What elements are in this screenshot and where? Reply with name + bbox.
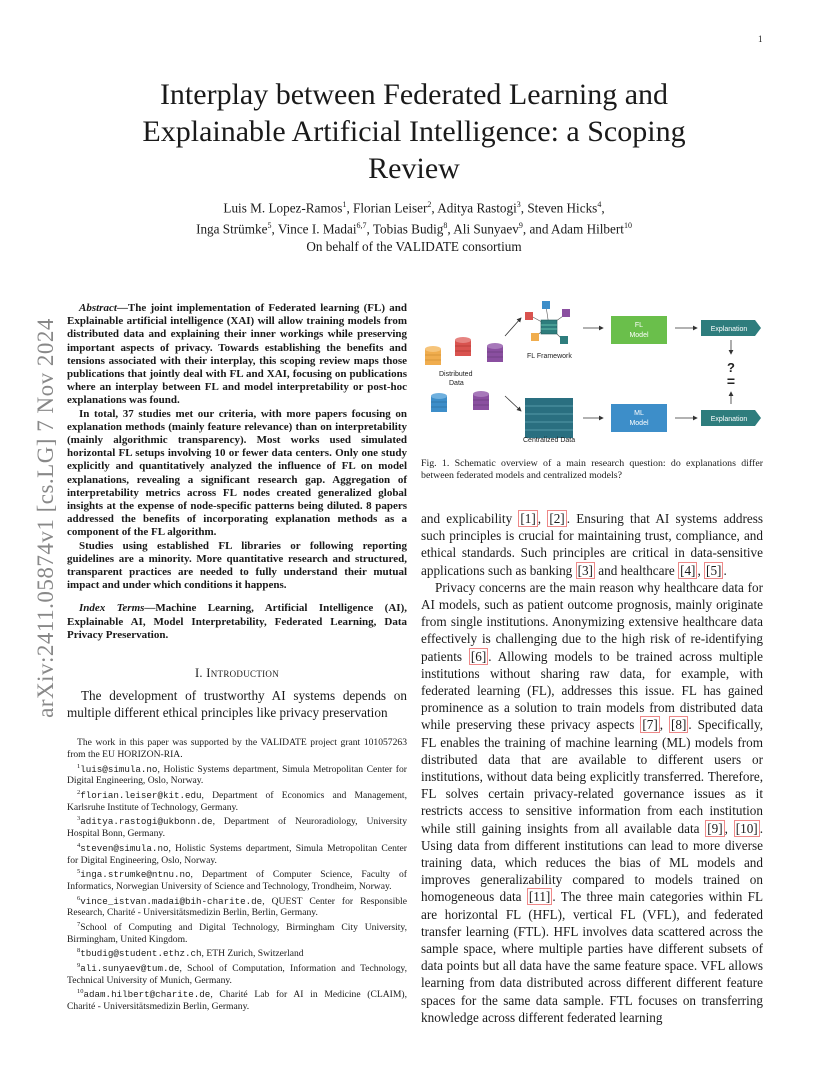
body-paragraph — [421, 579, 763, 1026]
fl-framework-network — [525, 301, 570, 344]
footnote-text: , Department of Computer Science, Faculty of Informatics, Norwegian University of Science and Technology, Trondheim, Norway. — [67, 869, 407, 892]
author-affiliation-mark: 8 — [443, 220, 448, 230]
footnote-text: , Holistic Systems department, Simula Metropolitan Center for Digital Engineering, Oslo, Norway. — [67, 842, 407, 866]
section-heading-introduction — [67, 666, 407, 681]
label-distributed: Distributed — [439, 371, 473, 378]
body-text-run: . Specifically, FL enables the training of machine learning (ML) models from distributed data that are available to different users or institutions, without data being explicitly transferred. Therefore, FL solves certain privacy-related governance issues as it restricts access to sensitive information from each institution while still gaining insights from all available data — [421, 717, 764, 836]
footnote-text: The work in this paper was supported by the VALIDATE project grant 101057263 from the EU HORIZON-RIA. — [67, 737, 407, 761]
citation-link[interactable]: [1] — [520, 511, 536, 526]
author-separator: , — [520, 200, 528, 216]
citation-link[interactable]: [7] — [642, 717, 658, 733]
label-centralized: Centralized Data — [523, 437, 576, 444]
author-separator: , — [431, 200, 438, 216]
abstract-text-1: —The joint implementation of Federated learning (FL) and Explainable artificial intelligence (XAI) will allow training models from distributed data and explaining their inner workings while preserving important aspects of privacy. Towards establishing the benefits and tensions associated with their interplay, this scoping review maps those publications that jointly deal with FL and XAI, focusing on publications where an interplay between FL and model interpretability or post-hoc explanations was found. — [67, 302, 407, 407]
cylinder-orange-1 — [425, 346, 441, 365]
body-paragraph — [421, 510, 763, 579]
footnote-text: , Holistic Systems department, Simula Metropolitan Center for Digital Engineering, Oslo, Norway. — [67, 763, 407, 787]
explanation-box-top — [701, 320, 761, 336]
abstract-paragraph-1 — [67, 302, 407, 408]
footnote — [67, 960, 407, 986]
figure-1-diagram — [421, 296, 763, 446]
footnote — [67, 893, 407, 919]
index-terms — [67, 602, 407, 642]
equals-sign: = — [726, 373, 736, 389]
consortium-line: On behalf of the VALIDATE consortium — [306, 238, 522, 254]
label-fl-framework: FL Framework — [527, 353, 572, 360]
author-separator: , and — [522, 221, 552, 237]
footnote-text: , Department of Economics and Management, Karlsruhe Institute of Technology, Germany. — [67, 790, 407, 813]
body-text-run: . Using data from different institutions can lead to more diverse training data, which reduces the bias of ML models and improves generalizability compared to models trained on homogeneous data — [421, 820, 763, 905]
footnote-mark: 1 — [77, 762, 81, 770]
body-text-run: . Allowing models to be trained across multiple institutions without sharing raw data, for example, with federated learning (FL), addresses this issue. FL has gained prominence as a solution to train models from distributed data while preserving these privacy aspects — [421, 648, 763, 733]
author-name: Luis M. Lopez-Ramos — [223, 200, 343, 216]
footnote — [67, 787, 407, 813]
abstract-paragraph-2: In total, 37 studies met our criteria, with more papers focusing on explanation methods (mainly feature relevance) than on interpretability (mainly algorithmic transparency). Most works used simulated horizontal FL setups involving 10 or fewer data centers. Only one study explicitly and quantitatively analyzed the influence of FL on model explanations, revealing a significant research gap. Aggregation of interpretability metrics across FL nodes created generalized global insights at the expense of node-specific patterns being diluted. 8 papers addressed the benefits of incorporating explanation methods as a component of the FL algorithm. — [67, 407, 407, 539]
footnote — [67, 840, 407, 866]
author-separator: , — [601, 200, 605, 216]
footnote-mark: 7 — [77, 920, 81, 928]
citation-link[interactable]: [10] — [735, 820, 758, 836]
author-name: Steven Hicks — [527, 200, 598, 216]
page-number: 1 — [758, 34, 763, 44]
author-separator: , — [346, 200, 354, 216]
footnote-text: , Department of Neuroradiology, University Hospital Bonn, Germany. — [67, 816, 407, 840]
footnote-mark: 6 — [77, 894, 81, 902]
author-line-1 — [100, 196, 728, 217]
ml-model-box — [611, 404, 667, 432]
arxiv-identifier — [32, 288, 60, 748]
figure-1 — [421, 296, 763, 446]
explanation-label-top: Explanation — [710, 326, 748, 333]
centralized-data-block — [525, 398, 573, 438]
body-text-run: , — [537, 511, 548, 526]
citation-link[interactable]: [2] — [549, 511, 565, 526]
author-affiliation-mark: 9 — [518, 220, 523, 230]
label-data: Data — [449, 380, 464, 387]
fl-model-label-1: FL — [634, 322, 644, 329]
footnote-mark: 2 — [77, 789, 81, 797]
footnote-email[interactable]: tbudig@student.ethz.ch — [80, 948, 202, 960]
arrow-to-fl — [505, 318, 521, 336]
author-affiliation-mark: 3 — [516, 200, 521, 209]
footnote-mark: 9 — [77, 962, 81, 970]
footnote-text: , QUEST Center for Responsible Research, Charité - Universitätsmedizin Berlin, Berlin, Germany. — [67, 895, 407, 919]
arxiv-identifier-text: arXiv:2411.05874v1 [cs.LG] 7 Nov 2024 — [33, 318, 58, 718]
author-name: Inga Strümke — [196, 221, 268, 237]
author-affiliation-mark: 1 — [342, 200, 347, 209]
body-text-run: , — [724, 820, 734, 836]
citation-link[interactable]: [5] — [706, 562, 722, 578]
author-separator: , — [447, 221, 454, 237]
footnote-mark: 8 — [77, 947, 81, 955]
section-heading-text: I. Introduction — [194, 666, 280, 681]
footnote-text: , School of Computation, Information and Technology, Technical University of Munich, Germany. — [67, 963, 407, 986]
author-affiliation-mark: 2 — [427, 200, 432, 209]
footnote — [67, 919, 407, 945]
cylinder-red-1 — [455, 337, 471, 356]
cylinder-purple-1 — [487, 343, 503, 362]
fl-model-label-2: Model — [629, 332, 649, 339]
author-affiliation-mark: 10 — [623, 220, 632, 230]
citation-link[interactable]: [6] — [470, 648, 487, 664]
footnote-email[interactable]: aditya.rastogi@ukbonn.de — [80, 816, 213, 828]
author-line-2 — [100, 217, 728, 238]
fl-model-box — [611, 316, 667, 344]
body-text-run: , — [659, 717, 669, 733]
citation-link[interactable]: [11] — [528, 889, 551, 905]
explanation-box-bottom — [701, 410, 761, 426]
author-affiliation-mark: 5 — [267, 220, 272, 230]
footnote-text: , Charité Lab for AI in Medicine (CLAIM), Charité - Universitätsmedizin Berlin, Germany. — [67, 989, 407, 1013]
body-text-run: . Ensuring that AI systems address such principles is crucial for maintaining trust, compliance, and ethical standards. Such principles are critical in data-sensitive applications such as banking — [421, 511, 763, 578]
cylinder-blue-1 — [431, 393, 447, 412]
right-column — [421, 510, 763, 1026]
footnote-email[interactable]: florian.leiser@kit.edu — [80, 790, 202, 802]
index-terms-text: —Machine Learning, Artificial Intelligence (AI), Explainable AI, Model Interpretability, Federated Learning, Data Privacy Preservation. — [67, 602, 407, 641]
author-name: Tobias Budig — [372, 221, 444, 237]
footnote-email[interactable]: ali.sunyaev@tum.de — [80, 963, 180, 975]
cylinder-purple-2 — [473, 391, 489, 410]
footnote — [67, 986, 407, 1012]
body-text-run: Privacy concerns are the main reason why healthcare data for AI models, such as patient outcome prognosis, mainly originate from single institutions. Anonymizing extensive healthcare data effectively is challenging due to the high risk of re-identifying patients — [421, 579, 763, 664]
author-name: Vince I. Madai — [277, 221, 357, 237]
citation-link[interactable]: [4] — [680, 562, 696, 578]
footnote — [67, 813, 407, 839]
footnote-email[interactable]: steven@simula.no — [80, 842, 169, 854]
body-text-run: . — [723, 562, 727, 578]
footnote-mark: 4 — [77, 841, 81, 849]
author-name: Aditya Rastogi — [437, 200, 517, 216]
footnote-email[interactable]: adam.hilbert@charite.de — [83, 989, 211, 1001]
footnote — [67, 761, 407, 787]
footnote-email[interactable]: vince_istvan.madai@bih-charite.de — [80, 895, 263, 907]
abstract-label: Abstract — [79, 302, 117, 314]
author-block — [100, 196, 728, 255]
figure-1-caption: Fig. 1. Schematic overview of a main research question: do explanations differ between federated models and centralized models? — [421, 458, 763, 481]
paper-title: Interplay between Federated Learning and Explainable Artificial Intelligence: a Scoping Review — [142, 78, 686, 185]
index-terms-label: Index Terms — [79, 602, 145, 615]
footnote — [67, 945, 407, 960]
footnote-email[interactable]: inga.strumke@ntnu.no — [80, 869, 191, 881]
author-affiliation-mark: 4 — [597, 200, 602, 209]
footnote-mark: 5 — [77, 868, 81, 876]
author-name: Florian Leiser — [353, 200, 428, 216]
footnotes — [67, 737, 407, 1012]
ml-model-label-1: ML — [634, 410, 644, 417]
ml-model-label-2: Model — [629, 420, 649, 427]
arrow-to-central — [505, 396, 521, 411]
citation-link[interactable]: [8] — [670, 717, 687, 733]
abstract-paragraph-3: Studies using established FL libraries or following reporting guidelines are a minority. More quantitative research and structured, transparent practices are needed to fully understand their mutual impact and under which conditions it happens. — [67, 539, 407, 592]
body-text-run: . The three main categories within FL are horizontal FL (HFL), vertical FL (VFL), and federated transfer learning (FTL). HFL involves data scattered across the sample space, where multiple parties have different subsets of data points but all data have the same feature space. VFL allows learning from data distributed across different different feature spaces for the same data sample. FTL focuses on transferring knowledge across different federated learning — [421, 889, 763, 1025]
body-text-run: and healthcare — [594, 562, 679, 578]
author-affiliation-mark: 6,7 — [356, 220, 367, 230]
author-separator: , — [271, 221, 278, 237]
author-name: Adam Hilbert — [551, 221, 624, 237]
citation-link[interactable]: [9] — [707, 820, 723, 836]
footnote-email[interactable]: luis@simula.no — [80, 763, 158, 775]
author-name: Ali Sunyaev — [453, 221, 519, 237]
footnote-text: , ETH Zurich, Switzerland — [201, 948, 304, 960]
citation-link[interactable]: [3] — [577, 562, 593, 578]
explanation-label-bottom: Explanation — [710, 416, 748, 423]
footnote-text: School of Computing and Digital Technology, Birmingham City University, Birmingham, United Kingdom. — [67, 922, 407, 945]
footnote — [67, 737, 407, 760]
intro-paragraph-left: The development of trustworthy AI systems depends on multiple different ethical principles like privacy preservation — [67, 688, 407, 721]
question-mark: ? — [727, 360, 735, 375]
footnote-mark: 10 — [77, 988, 84, 996]
body-text-run: and explicability — [421, 511, 519, 526]
left-column — [67, 302, 407, 1013]
body-text-run: , — [697, 562, 705, 578]
footnote-mark: 3 — [77, 815, 81, 823]
author-separator: , — [366, 221, 373, 237]
footnote — [67, 866, 407, 892]
